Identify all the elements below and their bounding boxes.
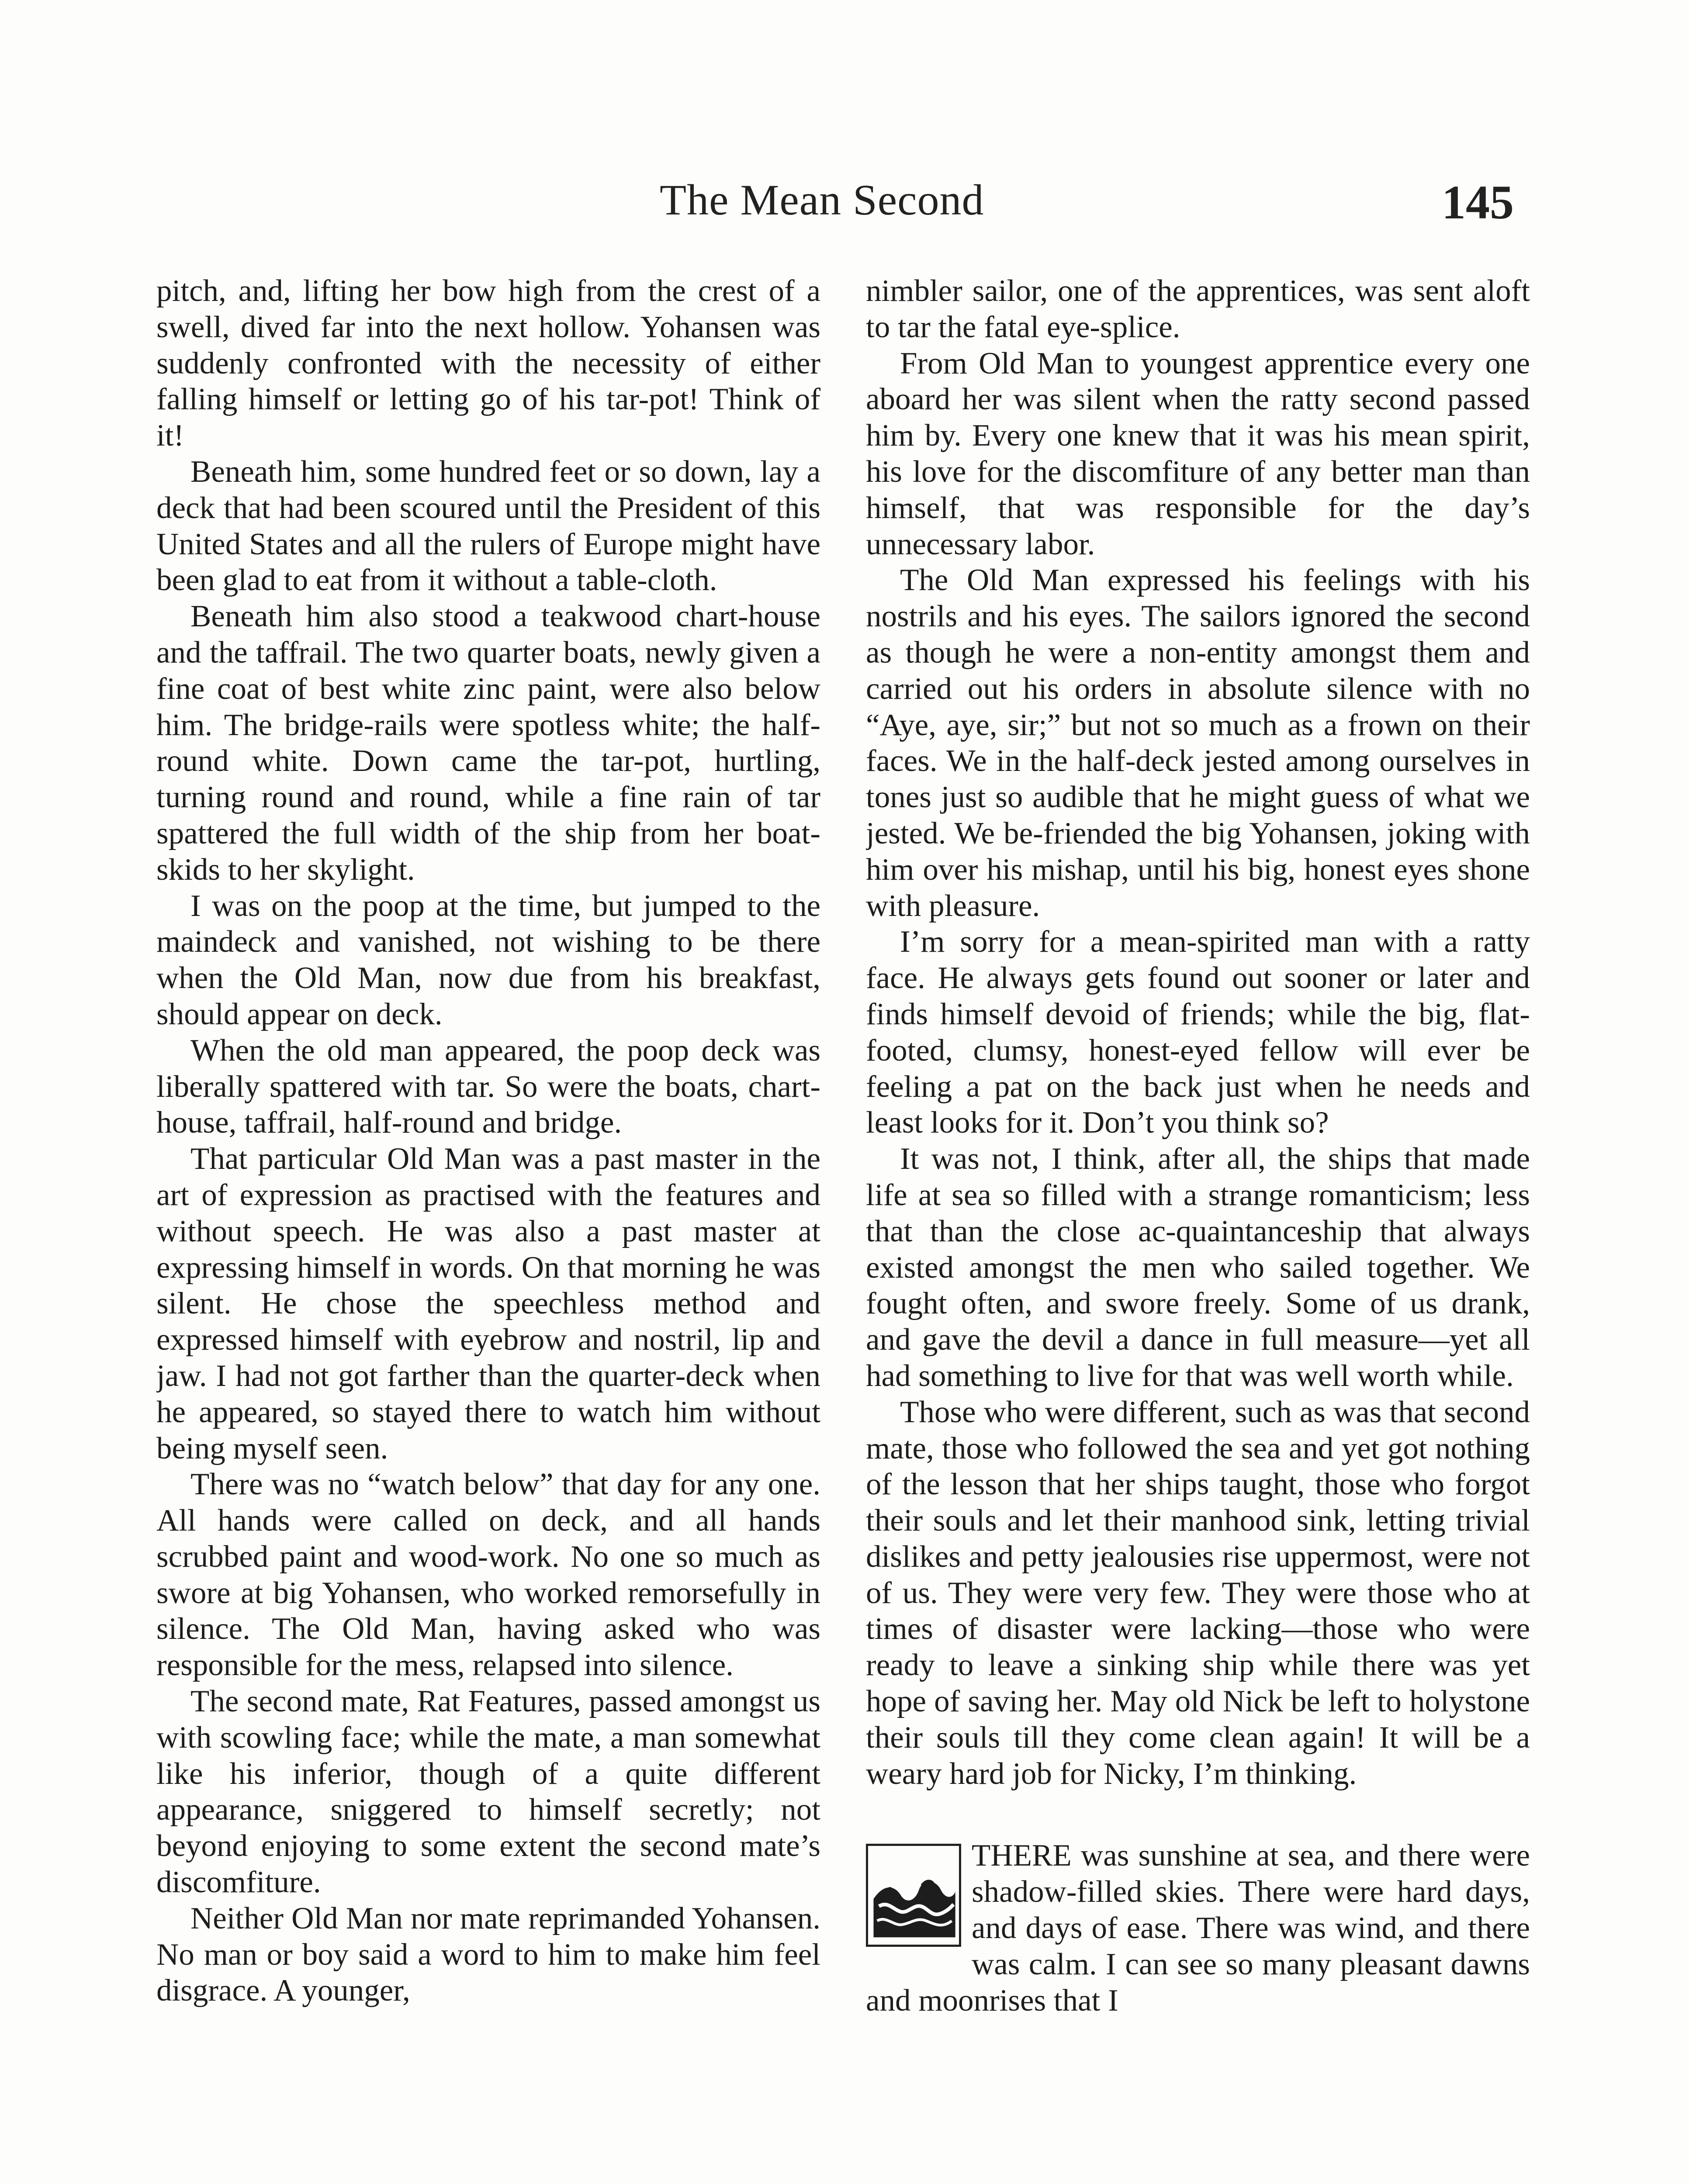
section-opening-paragraph: [866, 1838, 1530, 2018]
page-header: [0, 175, 1689, 236]
page-number: 145: [1442, 176, 1514, 229]
paragraph: Neither Old Man nor mate reprimanded Yohansen. No man or boy said a word to him to make him feel disgrace. A younger,: [156, 1901, 820, 2008]
paragraph-text: THERE was sunshine at sea, and there were shadow-filled skies. There were hard days, and days of ease. There was wind, and there was calm. I can see so many pleasant dawns and moonrises that I: [866, 1838, 1530, 2018]
paragraph: Those who were different, such as was that second mate, those who followed the sea and yet got nothing of the lesson that her ships taught, those who forgot their souls and let their manhood sink, letting trivial dislikes and petty jealousies rise uppermost, were not of us. They were very few. They were those who at times of disaster were lacking—those who were ready to leave a sinking ship while there was yet hope of saving her. May old Nick be left to holystone their souls till they come clean again! It will be a weary hard job for Nicky, I’m thinking.: [866, 1395, 1530, 1791]
paragraph: That particular Old Man was a past master in the art of expression as practised with the features and without speech. He was also a past master at expressing himself in words. On that morning he was silent. He chose the speechless method and expressed himself with eyebrow and nostril, lip and jaw. I had not got farther than the quarter-deck when he appeared, so stayed there to watch him without being myself seen.: [156, 1142, 820, 1465]
paragraph: It was not, I think, after all, the ships that made life at sea so filled with a strange romanticism; less that than the close ac-quaintanceship that always existed amongst the men who sailed together. We fought often, and swore freely. Some of us drank, and gave the devil a dance in full measure—yet all had something to live for that was well worth while.: [866, 1142, 1530, 1393]
paragraph: The Old Man expressed his feelings with his nostrils and his eyes. The sailors ignored the second as though he were a non-entity amongst them and carried out his orders in absolute silence with no “Aye, aye, sir;” but not so much as a frown on their faces. We in the half-deck jested among ourselves in tones just so audible that he might guess of what we jested. We be-friended the big Yohansen, joking with him over his mishap, until his big, honest eyes shone with pleasure.: [866, 563, 1530, 923]
section-break: [866, 1792, 1530, 1838]
paragraph: The second mate, Rat Features, passed amongst us with scowling face; while the mate, a man somewhat like his inferior, though of a quite different appearance, sniggered to himself secretly; not beyond enjoying to some extent the second mate’s discomfiture.: [156, 1684, 820, 1900]
wave-ornament-icon: [866, 1844, 961, 1947]
running-title: The Mean Second: [660, 176, 984, 224]
paragraph: There was no “watch below” that day for any one. All hands were called on deck, and all hands scrubbed paint and wood-work. No one so much as swore at big Yohansen, who worked remorsefully in silence. The Old Man, having asked who was responsible for the mess, relapsed into silence.: [156, 1467, 820, 1683]
paragraph: I’m sorry for a mean-spirited man with a ratty face. He always gets found out sooner or later and finds himself devoid of friends; while the big, flat-footed, clumsy, honest-eyed fellow will ever be feeling a pat on the back just when he needs and least looks for it. Don’t you think so?: [866, 925, 1530, 1140]
paragraph: When the old man appeared, the poop deck was liberally spattered with tar. So were the boats, chart-house, taffrail, half-round and bridge.: [156, 1033, 820, 1140]
paragraph: Beneath him, some hundred feet or so down, lay a deck that had been scoured until the President of this United States and all the rulers of Europe might have been glad to eat from it without a table-cloth.: [156, 454, 820, 598]
paragraph: nimbler sailor, one of the apprentices, was sent aloft to tar the fatal eye-splice.: [866, 274, 1530, 344]
paragraph: Beneath him also stood a teakwood chart-house and the taffrail. The two quarter boats, newly given a fine coat of best white zinc paint, were also below him. The bridge-rails were spotless white; the half-round white. Down came the tar-pot, hurtling, turning round and round, while a fine rain of tar spattered the full width of the ship from her boat-skids to her skylight.: [156, 599, 820, 887]
paragraph: From Old Man to youngest apprentice every one aboard her was silent when the ratty second passed him by. Every one knew that it was his mean spirit, his love for the discomfiture of any better man than himself, that was responsible for the day’s unnecessary labor.: [866, 346, 1530, 561]
paragraph: pitch, and, lifting her bow high from the crest of a swell, dived far into the next hollow. Yohansen was suddenly confronted with the necessity of either falling himself or letting go of his tar-pot! Think of it!: [156, 274, 820, 453]
left-column: [156, 273, 820, 2184]
paragraph: I was on the poop at the time, but jumped to the maindeck and vanished, not wishing to be there when the Old Man, now due from his breakfast, should appear on deck.: [156, 888, 820, 1031]
right-column: [866, 273, 1530, 2184]
